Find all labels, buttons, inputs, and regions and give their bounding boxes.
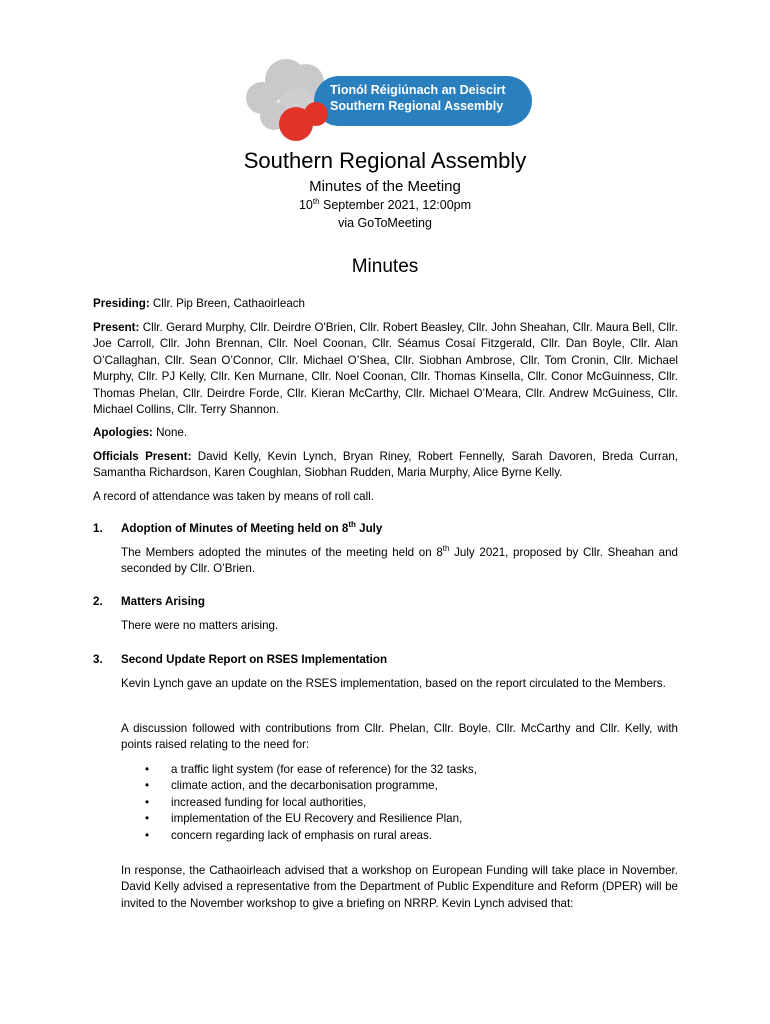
bullet-icon: • — [145, 812, 150, 826]
list-item-text: concern regarding lack of emphasis on rural areas. — [171, 828, 432, 842]
list-item-text: climate action, and the decarbonisation programme, — [171, 779, 438, 793]
list-item-text: implementation of the EU Recovery and Resilience Plan, — [171, 812, 463, 826]
agenda-item-3-body-3: In response, the Cathaoirleach advised that a workshop on European Funding will take place in November. David Kelly advised a representative from the Department of Public Expenditure and Reform (DPER) will be invited to the November workshop to give a briefing on NRRP. Kevin Lynch advised that: — [121, 864, 678, 910]
list-item — [121, 795, 661, 811]
agenda-item-number: 1. — [93, 522, 103, 535]
officials-block — [93, 449, 678, 482]
logo — [244, 58, 534, 146]
list-item-text: increased funding for local authorities, — [171, 795, 367, 809]
agenda-item-title: Matters Arising — [121, 595, 205, 608]
presiding-label: Presiding: — [93, 297, 150, 310]
document-subtitle: Minutes of the Meeting — [309, 178, 461, 195]
bullet-icon: • — [145, 763, 150, 776]
present-label: Present: — [93, 321, 140, 334]
agenda-item-3-body-1: Kevin Lynch gave an update on the RSES implementation, based on the report circulated to the Members. — [121, 677, 666, 690]
agenda-item-1-body — [121, 545, 678, 578]
agenda-item-number: 2. — [93, 595, 103, 608]
logo-text — [330, 82, 506, 114]
logo-line-irish: Tionól Réigiúnach an Deiscirt — [330, 83, 506, 97]
meeting-date — [0, 198, 770, 212]
item-1-body-post: July 2021, proposed by Cllr. Sheahan and seconded by Cllr. O’Brien. — [121, 546, 679, 576]
item-1-title-post: July — [355, 522, 383, 535]
list-item — [121, 762, 661, 778]
date-ordinal: th — [312, 196, 320, 206]
list-item — [121, 828, 661, 844]
item-1-title-pre: Adoption of Minutes of Meeting held on 8 — [121, 522, 349, 535]
item-1-body-ordinal: th — [442, 544, 450, 554]
document-title: Southern Regional Assembly — [243, 148, 527, 173]
list-item-text: a traffic light system (for ease of reference) for the 32 tasks, — [171, 763, 477, 776]
bullet-icon: • — [145, 795, 150, 809]
date-rest: September 2021, 12:00pm — [319, 198, 472, 212]
logo-line-english: Southern Regional Assembly — [330, 99, 504, 113]
present-text: Cllr. Gerard Murphy, Cllr. Deirdre O'Brien, Cllr. Robert Beasley, Cllr. John Sheahan, Cllr. Maura Bell, Cllr. Joe Carroll, Cllr. John Brennan, Cllr. Noel Coonan, Cllr. Séamus Cosaí Fitzgerald, Cllr. Dan Boyle, Cllr. Alan O’Callaghan, Cllr. Sean O’Connor, Cllr. Michael O’Shea, Cllr. Siobhan Ambrose, Cllr. Tom Cronin, Cllr. Michael Murphy, Cllr. PJ Kelly, Cllr. Ken Murnane, Cllr. Noel Coonan, Cllr. Thomas Kinsella, Cllr. Conor McGuinness, Cllr. Thomas Phelan, Cllr. Deirdre Forde, Cllr. Kieran McCarthy, Cllr. Michael O’Meara, Cllr. Andrew McGuiness, Cllr. Michael Collins, Cllr. Terry Shannon. — [93, 321, 678, 417]
agenda-item-title — [121, 521, 382, 537]
officials-text: David Kelly, Kevin Lynch, Bryan Riney, Robert Fennelly, Sarah Davoren, Breda Curran, Samantha Richardson, Karen Coughlan, Siobhan Rudden, Maria Murphy, Alice Byrne Kelly. — [93, 450, 678, 480]
section-heading: Minutes — [351, 256, 419, 277]
apologies-text: None. — [152, 426, 188, 439]
list-item — [121, 778, 661, 794]
item-1-title-ordinal: th — [348, 520, 356, 530]
present-block — [93, 320, 678, 418]
list-item — [121, 811, 661, 827]
attendance-note: A record of attendance was taken by means of roll call. — [93, 490, 374, 503]
apologies-block — [93, 425, 678, 441]
presiding-block — [93, 296, 678, 312]
bullet-icon: • — [145, 779, 150, 793]
agenda-item-2-body: There were no matters arising. — [121, 619, 279, 632]
agenda-item-number: 3. — [93, 653, 103, 666]
meeting-venue: via GoToMeeting — [338, 216, 432, 230]
agenda-item-title: Second Update Report on RSES Implementation — [121, 653, 388, 666]
item-1-body-pre: The Members adopted the minutes of the meeting held on 8 — [121, 546, 443, 559]
date-day: 10 — [298, 198, 313, 212]
officials-label: Officials Present: — [93, 450, 192, 463]
agenda-item-3-body-2: A discussion followed with contributions from Cllr. Phelan, Cllr. Boyle. Cllr. McCarthy and Cllr. Kelly, with points raised relating to the need for: — [121, 722, 678, 752]
apologies-label: Apologies: — [93, 426, 153, 439]
discussion-points-list — [121, 762, 661, 844]
presiding-text: Cllr. Pip Breen, Cathaoirleach — [149, 297, 306, 310]
bullet-icon: • — [145, 828, 150, 842]
